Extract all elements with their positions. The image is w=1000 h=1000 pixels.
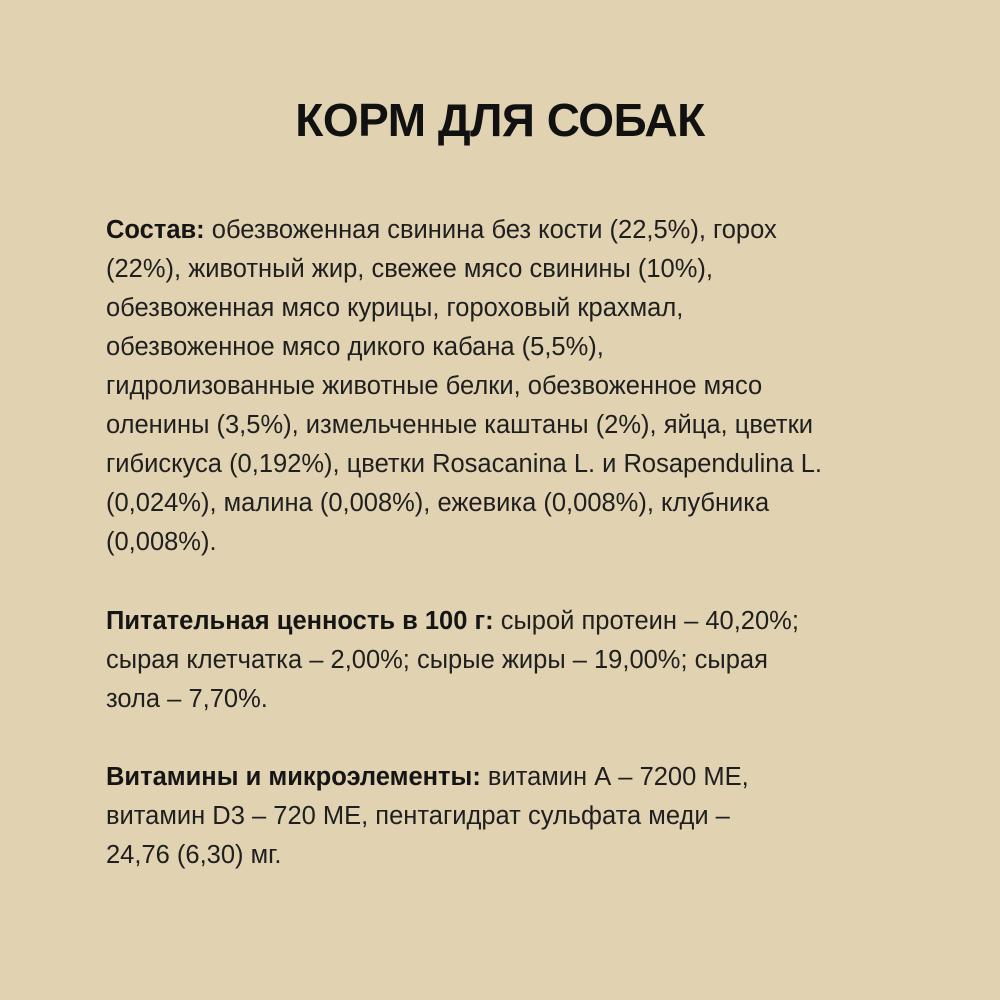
vitamins-paragraph — [106, 758, 906, 875]
composition-line: обезвоженная свинина без кости (22,5%), горох — [204, 216, 777, 244]
nutrition-line: сырой протеин – 40,20%; — [493, 607, 799, 635]
composition-line: обезвоженная мясо курицы, гороховый крахмал, — [106, 294, 684, 322]
vitamins-label: Витамины и микроэлементы: — [106, 763, 481, 791]
nutrition-label: Питательная ценность в 100 г: — [106, 607, 494, 635]
page-title: КОРМ ДЛЯ СОБАК — [295, 94, 705, 146]
nutrition-paragraph — [106, 602, 906, 719]
nutrition-line: сырая клетчатка – 2,00%; сырые жиры – 19,00%; сырая — [106, 646, 768, 674]
composition-line: (0,024%), малина (0,008%), ежевика (0,008%), клубника — [106, 489, 770, 517]
composition-line: гидролизованные животные белки, обезвоженное мясо — [106, 372, 763, 400]
composition-paragraph — [106, 211, 906, 562]
composition-line: оленины (3,5%), измельченные каштаны (2%), яйца, цветки — [106, 411, 813, 439]
vitamins-line: 24,76 (6,30) мг. — [106, 841, 282, 869]
composition-label: Состав: — [106, 216, 205, 244]
composition-line: (0,008%). — [106, 528, 217, 556]
vitamins-line: витамин D3 – 720 МЕ, пентагидрат сульфата меди – — [106, 802, 730, 830]
composition-line: (22%), животный жир, свежее мясо свинины (10%), — [106, 255, 713, 283]
composition-line: гибискуса (0,192%), цветки Rosacanina L. и Rosapendulina L. — [106, 450, 822, 478]
vitamins-line: витамин А – 7200 МЕ, — [480, 763, 749, 791]
nutrition-line: зола – 7,70%. — [106, 685, 268, 713]
composition-line: обезвоженное мясо дикого кабана (5,5%), — [106, 333, 604, 361]
